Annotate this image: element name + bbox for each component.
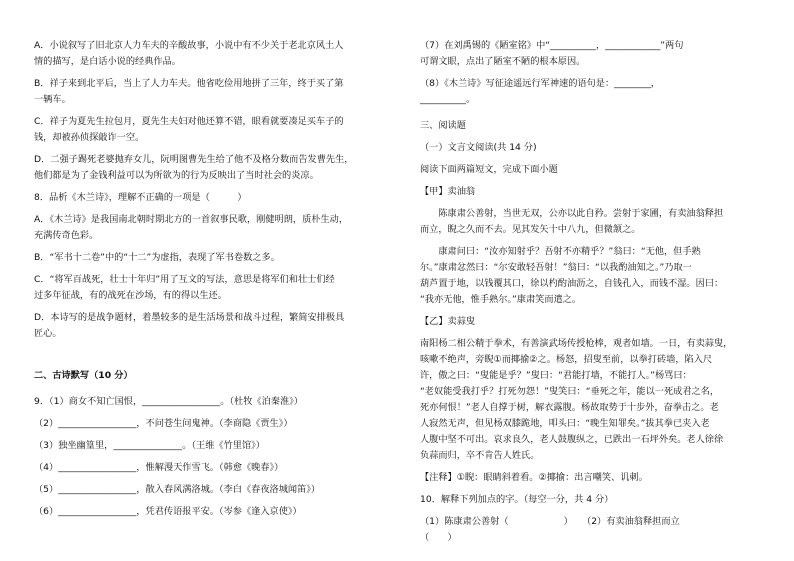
q8-option-d-line2: 匠心。 — [34, 328, 62, 339]
q8r-line2: __________。 — [420, 94, 476, 105]
poem-num: （6） — [34, 506, 59, 517]
passage-b-line4: “老奴能受我打乎？打死勿怨！”叟笑曰：“垂死之年，能以一死成君之名， — [420, 386, 720, 397]
q8-option-b: B．“军书十二卷”中的“十二”为虚指，表现了军书卷数之多。 — [34, 252, 280, 263]
q8-option-a-line1: A．《木兰诗》是我国南北朝时期北方的一首叙事民歌，刚健明朗，质朴生动， — [34, 214, 349, 225]
poem-text: _________________，散入春风满洛城。（李白《春夜洛城闻笛》） — [58, 484, 321, 495]
question-10: 10．解释下列加点的字。（每空一分，共 4 分） — [420, 494, 614, 505]
option-a-line1: A．小说叙写了旧北京人力车夫的辛酸故事，小说中有不少关于老北京风土人 — [34, 40, 344, 51]
poem-num: （3） — [34, 440, 59, 451]
q8-option-c-line1: C．“将军百战死，壮士十年归”用了互文的写法，意思是将军们和壮士们经 — [34, 274, 335, 285]
passage-a-p1-line2: 而立，睨之久而不去。见其发矢十中八九，但微颔之。 — [420, 224, 641, 235]
option-c-line2: 钱，却被孙侦探敲诈一空。 — [34, 132, 145, 143]
q10-items: （1）陈康肃公善射（ ） （2）有卖油翁释担而立 — [420, 516, 680, 527]
passage-a-p2-line1: 康肃问曰：“汝亦知射乎？吾射不亦精乎？”翁曰：“无他，但手熟 — [420, 246, 701, 257]
passage-b-line6: 人寂然无声，但见杨双膝跪地，叩头曰：“晚生知罪矣。”拔其拳已夹入老 — [420, 418, 710, 429]
subsection-heading: （一）文言文阅读(共 14 分) — [420, 142, 537, 153]
q10-items-cont: （ ） — [420, 532, 457, 543]
q8-option-d-line1: D．本诗写的是战争题材，着墨较多的是生活场景和战斗过程，繁简安排极具 — [34, 312, 345, 323]
option-b-line2: 一辆车。 — [34, 94, 71, 105]
section-3-heading: 三、阅读题 — [420, 120, 466, 131]
passage-a-p2-line2: 尔。”康肃忿然曰：“尔安敢轻吾射！”翁曰：“以我酌油知之。”乃取一 — [420, 262, 692, 273]
q8-option-c-line2: 过多年征战，有的战死在沙场，有的得以生还。 — [34, 290, 227, 301]
option-b-line1: B．祥子来到北平后，当上了人力车夫。他省吃俭用地拼了三年，终于买了第 — [34, 78, 344, 89]
q7-line1: （7）在刘禹锡的《陋室铭》中“__________，____________”两句 — [420, 40, 684, 51]
option-c-line1: C．祥子为夏先生拉包月，夏先生夫妇对他还算不错，眼看就要凑足买车子的 — [34, 116, 344, 127]
poem-num: （2） — [34, 418, 59, 429]
poem-text: 商女不知亡国恨，_________________。（杜牧《泊秦淮》） — [68, 396, 303, 407]
q8-option-a-line2: 充满传奇色彩。 — [34, 230, 99, 241]
annotation-note: 【注释】①睨：眼睛斜着看。②揶揄：出言嘲笑、讥刺。 — [420, 472, 648, 483]
q7-line2: 可谓文眼，点出了陋室不陋的根本原因。 — [420, 56, 586, 67]
poem-item-1 — [34, 394, 379, 410]
poem-item-5 — [34, 482, 379, 498]
passage-b-line8: 负蒜而归，卒不肯告人姓氏。 — [420, 450, 540, 461]
poem-item-4 — [34, 460, 379, 476]
passage-a-title: 【甲】卖油翁 — [420, 186, 476, 197]
poem-item-2 — [34, 416, 379, 432]
left-column — [34, 38, 379, 520]
poem-num: （5） — [34, 484, 59, 495]
poem-item-3 — [34, 438, 379, 454]
poem-text: 独坐幽篁里，_______________。（王维《竹里馆》） — [58, 440, 265, 451]
passage-b-title: 【乙】卖蒜叟 — [420, 316, 476, 327]
passage-b-line2: 咳嗽不绝声，旁睨①而揶揄②之。杨怒，招叟至前，以拳打砖墙，陷入尺 — [420, 354, 713, 365]
passage-a-p2-line4: “我亦无他，惟手熟尔。”康肃笑而遣之。 — [420, 294, 582, 305]
option-d-line1: D．二强子踢死老婆抛弃女儿，阮明图曹先生给了他不及格分数而告发曹先生， — [34, 154, 354, 165]
passage-b-line1: 南阳杨二相公精于拳术，有善演武场传授枪棒，观者如墙。一日，有卖蒜叟， — [420, 338, 733, 349]
right-column — [420, 38, 765, 546]
option-a-line2: 情的描写，是白话小说的经典作品。 — [34, 56, 181, 67]
passage-a-p1-line1: 陈康肃公善射，当世无双，公亦以此自矜。尝射于家圃，有卖油翁释担 — [420, 208, 724, 219]
passage-b-line7: 人腹中坚不可出。哀求良久，老人鼓腹纵之，已跌出一石坪外矣。老人徐徐 — [420, 434, 724, 445]
poem-item-6 — [34, 504, 379, 520]
passage-b-line3: 许，傲之曰：“叟能是乎？”叟曰：“君能打墙，不能打人。”杨骂曰： — [420, 370, 692, 381]
q8r-line1: （8）《木兰诗》写征途遥远行军神速的语句是：________， — [420, 78, 661, 89]
poem-text: _________________，不问苍生问鬼神。（李商隐《贾生》） — [58, 418, 293, 429]
section-2-heading: 二、古诗默写（10 分） — [34, 370, 133, 381]
passage-b-line5: 死亦何恨！”老人自撑于树，解衣露腹。杨故取势于十步外，奋拳击之。老 — [420, 402, 719, 413]
reading-instruction: 阅读下面两篇短文，完成下面小题 — [420, 164, 558, 175]
poem-text: _________________，惟解漫天作雪飞。（韩愈《晚春》） — [58, 462, 284, 473]
question-8: 8．品析《木兰诗》，理解不正确的一项是（ ） — [34, 192, 247, 203]
poem-text: _________________，凭君传语报平安。（岑参《逢入京使》） — [58, 506, 302, 517]
passage-a-p2-line3: 葫芦置于地，以钱覆其口，徐以杓酌油沥之，自钱孔入，而钱不湿。因曰： — [420, 278, 724, 289]
poem-num: 9．（1） — [34, 396, 69, 407]
poem-num: （4） — [34, 462, 59, 473]
option-d-line2: 他们都是为了金钱利益可以为所欲为的行为反映出了当时社会的炎凉。 — [34, 170, 319, 181]
